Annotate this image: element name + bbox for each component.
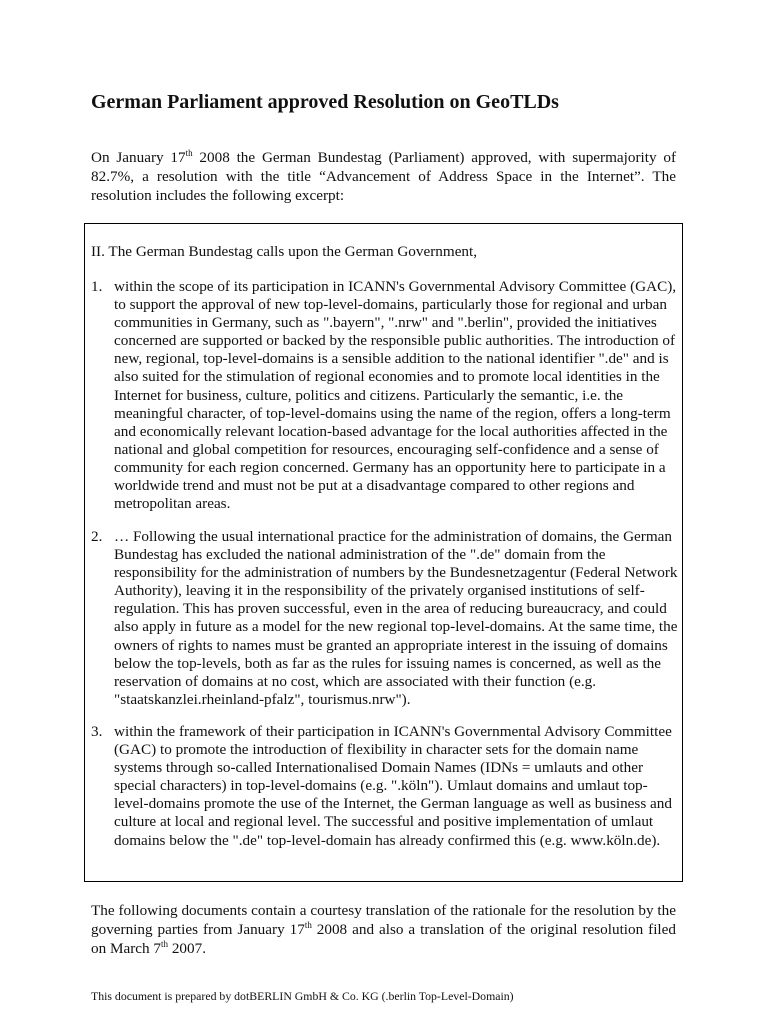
item-text: within the framework of their participation in ICANN's Governmental Advisory Committee (GAC) to promote the introduction of flexibility in character sets for the domain name systems through so-called Internationalised Domain Names (IDNs = umlauts and other special characters) in top-level-domains (e.g. ".köln"). Umlaut domains and umlaut top-level-domains promote the use of the Internet, the German language as well as business and culture at local and regional level. The successful and positive implementation of umlaut domains below the ".de" top-level-domain has already confirmed this (e.g. www.köln.de).	[114, 723, 672, 849]
item-text: … Following the usual international practice for the administration of domains, the German Bundestag has excluded the national administration of the ".de" domain from the responsibility for the administration of numbers by the Bundesnetzagentur (Federal Network Authority), leaving it in the responsibility of the privately organised institutions of self-regulation. This has proven successful, even in the area of reducing bureaucracy, and could also apply in future as a model for the new regional top-level-domains. At the same time, the owners of rights to names must be granted an appropriate interest in the issuing of domains below the top-levels, both as far as the rules for issuing names is concerned, as well as the reservation of domains at no cost, which are associated with their function (e.g. "staatskanzlei.rheinland-pfalz", tourismus.nrw").	[114, 528, 678, 708]
resolution-excerpt-box	[84, 223, 683, 882]
outro-text-2: 2008 and also a translation of the original resolution filed on March 7	[91, 920, 676, 957]
item-number: 2.	[91, 528, 103, 545]
outro-superscript-1: th	[304, 919, 312, 930]
excerpt-heading: II. The German Bundestag calls upon the German Government,	[91, 243, 478, 260]
item-number: 3.	[91, 723, 103, 740]
intro-paragraph	[91, 149, 676, 205]
document-title: German Parliament approved Resolution on GeoTLDs	[91, 91, 559, 113]
footer-note: This document is prepared by dotBERLIN GmbH & Co. KG (.berlin Top-Level-Domain)	[91, 989, 514, 1003]
intro-superscript: th	[185, 147, 193, 158]
outro-superscript-2: th	[161, 938, 169, 949]
outro-text-1: The following documents contain a courtesy translation of the rationale for the resolution by the governing parties from January 17	[91, 902, 676, 938]
item-number: 1.	[91, 278, 103, 295]
outro-paragraph	[91, 902, 676, 958]
item-text: within the scope of its participation in ICANN's Governmental Advisory Committee (GAC), to support the approval of new top-level-domains, particularly those for regional and urban communities in Germany, such as ".bayern", ".nrw" and ".berlin", provided the initiatives concerned are supported or backed by the responsible public authorities. The introduction of new, regional, top-level-domains is a sensible addition to the national identifier ".de" and is also suited for the stimulation of regional economies and to promote local identities in the Internet for business, culture, politics and citizens. Particularly the semantic, i.e. the meaningful character, of top-level-domains using the name of the region, offers a long-term and economically relevant location-based advantage for the local authorities affected in the national and global competition for resources, encouraging self-confidence and a sense of community for each region concerned. Germany has an opportunity here to participate in a worldwide trend and must not be put at a disadvantage compared to other regions and metropolitan areas.	[114, 278, 677, 513]
outro-text-3: 2007.	[168, 939, 206, 957]
intro-text-2: 2008 the German Bundestag (Parliament) approved, with supermajority of 82.7%, a resolution with the title “Advancement of Address Space in the Internet”. The resolution includes the following excerpt:	[91, 149, 676, 204]
intro-text-1: On January 17	[91, 149, 186, 166]
